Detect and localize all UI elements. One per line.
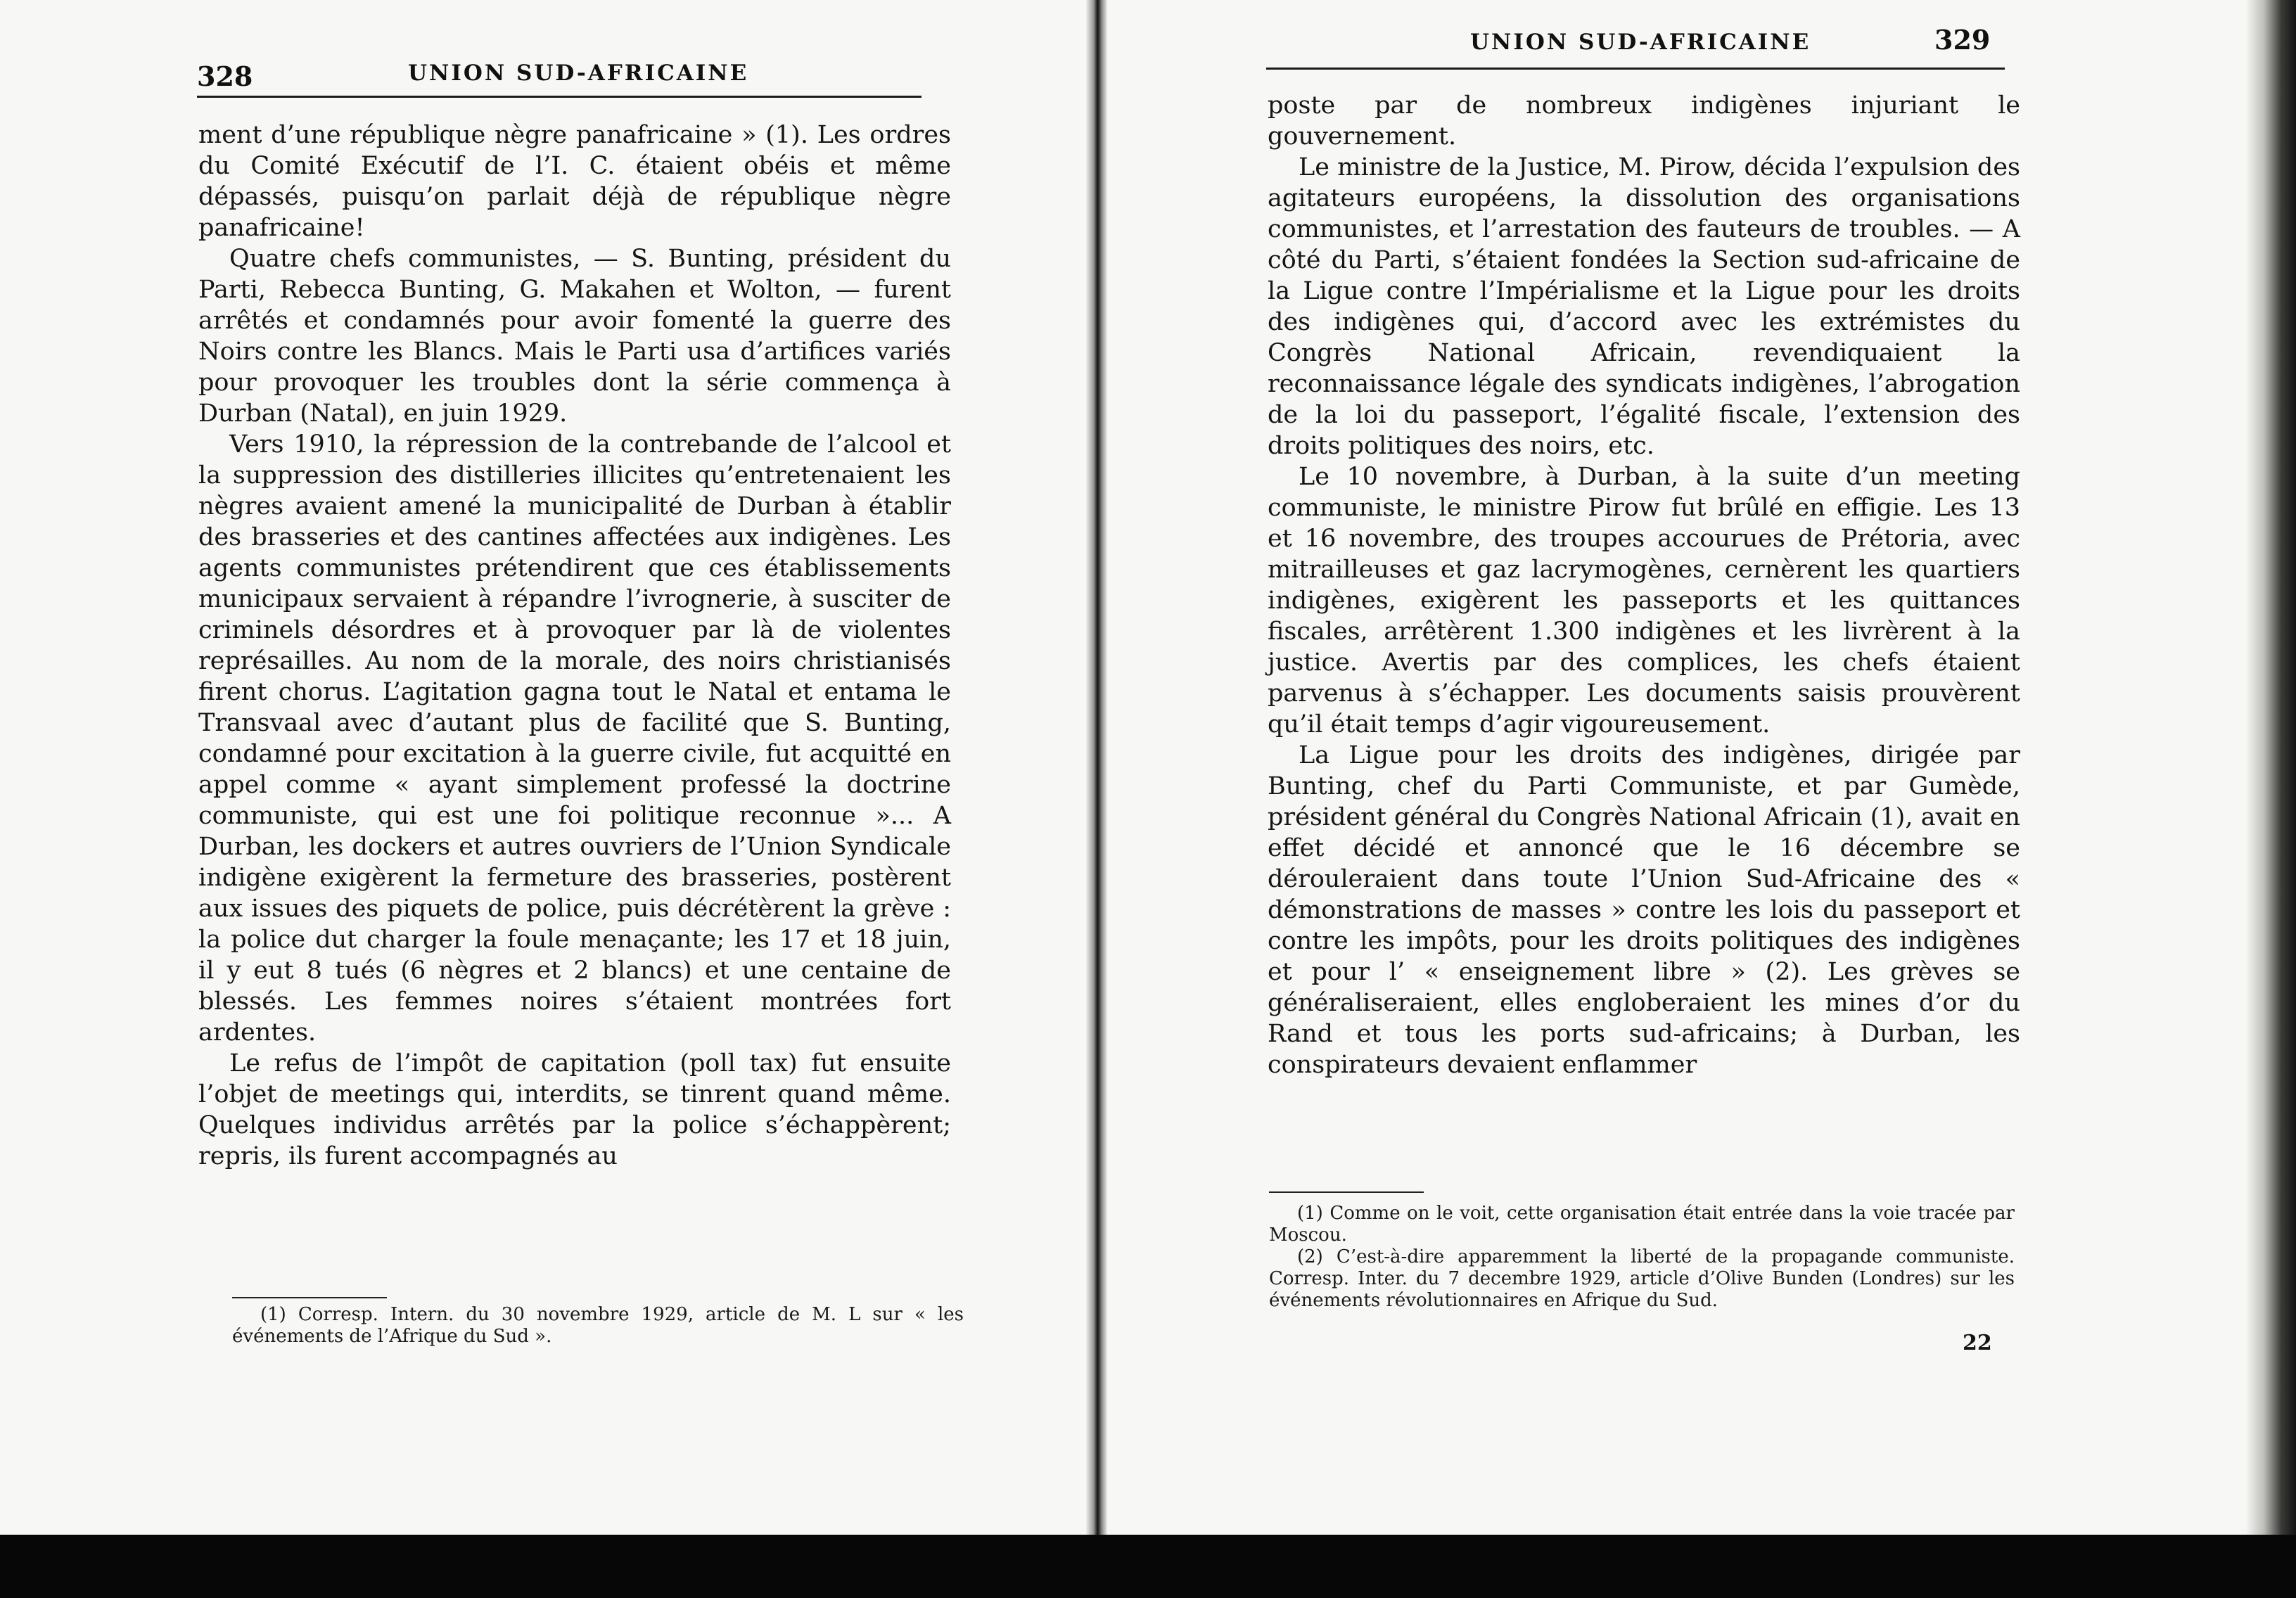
scan-bottom-border <box>0 1535 2296 1598</box>
paragraph: Quatre chefs communistes, — S. Bunting, président du Parti, Rebecca Bunting, G. Makahen et Wolton, — furent arrêtés et condamnés pour avoir fomenté la guerre des Noirs contre les Blancs. Mais le Parti usa d’artifices variés pour provoquer les troubles dont la série commença à Durban (Natal), en juin 1929. <box>198 245 951 428</box>
footnote-rule <box>1269 1191 1424 1193</box>
paragraph: Le refus de l’impôt de capitation (poll tax) fut ensuite l’objet de meetings qui, interdits, se tinrent quand même. Quelques individus arrêtés par la police s’échappèrent; repris, ils furent accompagnés au <box>198 1049 951 1170</box>
running-head: UNION SUD-AFRICAINE <box>1470 30 1811 55</box>
page-number: 329 <box>1934 24 1991 56</box>
paragraph: ment d’une république nègre panafricaine » (1). Les ordres du Comité Exécutif de l’I. C. étaient obéis et même dépassés, puisqu’on parlait déjà de république nègre panafricaine! <box>198 121 951 242</box>
left-page <box>0 0 1083 1533</box>
paragraph: Vers 1910, la répression de la contrebande de l’alcool et la suppression des distilleries illicites qu’entretenaient les nègres avaient amené la municipalité de Durban à établir des brasseries et des cantines affectées aux indigènes. Les agents communistes prétendirent que ces établissements municipaux servaient à répandre l’ivrognerie, à susciter de criminels désordres et à provoquer par là de violentes représailles. Au nom de la morale, des noirs christianisés firent chorus. L’agitation gagna tout le Natal et entama le Transvaal avec d’autant plus de facilité que S. Bunting, condamné pour excitation à la guerre civile, fut acquitté en appel comme « ayant simplement professé la doctrine communiste, qui est une foi politique reconnue »... A Durban, les dockers et autres ouvriers de l’Union Syndicale indigène exigèrent la fermeture des brasseries, postèrent aux issues des piquets de police, puis décrétèrent la grève : la police dut charger la foule menaçante; les 17 et 18 juin, il y eut 8 tués (6 nègres et 2 blancs) et une centaine de blessés. Les femmes noires s’étaient montrées fort ardentes. <box>198 430 951 1047</box>
footnote: (2) C’est-à-dire apparemment la liberté de la propagande communiste. Corresp. Inter. du 7 decembre 1929, article d’Olive Bunden (Londres) sur les événements révolutionnaires en Afrique du Sud. <box>1269 1246 2015 1311</box>
paragraph: La Ligue pour les droits des indigènes, dirigée par Bunting, chef du Parti Communiste, et par Gumède, président général du Congrès National Africain (1), avait en effet décidé et annoncé que le 16 décembre se dérouleraient dans toute l’Union Sud-Africaine des « démonstrations de masses » contre les lois du passeport et contre les impôts, pour les droits politiques des indigènes et pour l’ « enseignement libre » (2). Les grèves se généraliseraient, elles engloberaient les mines d’or du Rand et tous les ports sud-africains; à Durban, les conspirateurs devaient enflammer <box>1268 741 2020 1079</box>
signature-mark: 22 <box>1963 1331 1992 1355</box>
footnote-rule <box>232 1297 387 1298</box>
paragraph: Le 10 novembre, à Durban, à la suite d’un meeting communiste, le ministre Pirow fut brûlé en effigie. Les 13 et 16 novembre, des troupes accourues de Prétoria, avec mitrailleuses et gaz lacrymogènes, cernèrent les quartiers indigènes, exigèrent les passeports et les quittances fiscales, arrêtèrent 1.300 indigènes et les livrèrent à la justice. Avertis par des complices, les chefs étaient parvenus à s’échapper. Les documents saisis prouvèrent qu’il était temps d’agir vigoureusement. <box>1268 463 2020 739</box>
page-edge <box>2247 0 2296 1598</box>
footnote: (1) Comme on le voit, cette organisation était entrée dans la voie tracée par Moscou. <box>1269 1203 2015 1246</box>
header-rule <box>1266 68 2005 70</box>
page-number: 328 <box>197 60 253 92</box>
header-rule <box>197 96 921 98</box>
body-text <box>198 120 951 1172</box>
body-text <box>1268 90 2020 1080</box>
footnote: (1) Corresp. Intern. du 30 novembre 1929, article de M. L sur « les événements de l’Afrique du Sud ». <box>232 1304 964 1347</box>
running-head: UNION SUD-AFRICAINE <box>408 60 749 86</box>
paragraph: Le ministre de la Justice, M. Pirow, décida l’expulsion des agitateurs européens, la dissolution des organisations communistes, et l’arrestation des fauteurs de troubles. — A côté du Parti, s’étaient fondées la Section sud-africaine de la Ligue contre l’Impérialisme et la Ligue pour les droits des indigènes qui, d’accord avec les extrémistes du Congrès National Africain, revendiquaient la reconnaissance légale des syndicats indigènes, l’abrogation de la loi du passeport, l’égalité fiscale, l’extension des droits politiques des noirs, etc. <box>1268 153 2020 460</box>
paragraph: poste par de nombreux indigènes injuriant le gouvernement. <box>1268 91 2020 151</box>
footnotes <box>232 1304 964 1348</box>
right-page <box>1111 0 2247 1533</box>
footnotes <box>1269 1203 2015 1312</box>
book-gutter <box>1086 0 1107 1598</box>
